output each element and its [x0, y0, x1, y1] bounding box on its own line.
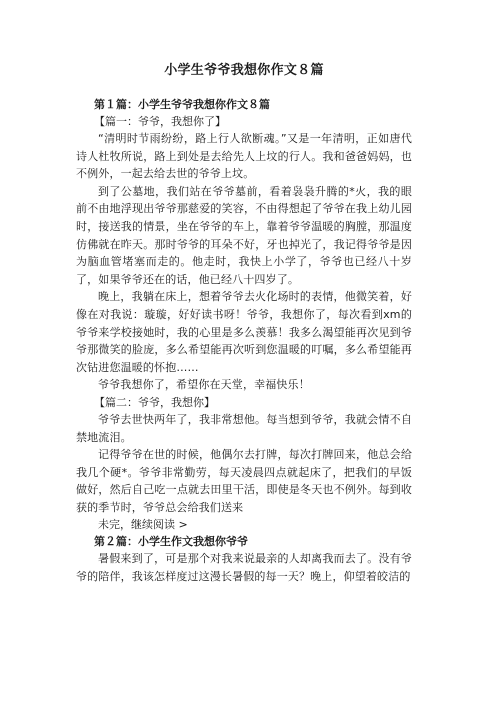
document-title: 小学生爷爷我想你作文８篇: [164, 63, 324, 78]
paragraph: 晚上，我躺在床上，想着爷爷去火化场时的表情，他微笑着，好像在对我说：璇璇，好好读书呀！爷爷，我想你了，每次看到xm的爷爷来学校接她时，我的心里是多么羡慕！我多么渴望能再次见到爷爷那微笑的脸庞，多么希望能再次听到您温暖的叮嘱，多么希望能再次钻进您温暖的怀抱……: [76, 290, 412, 374]
paragraph: 到了公墓地，我们站在爷爷墓前，看着袅袅升腾的*火，我的眼前不由地浮现出爷爷那慈爱的笑容，不由得想起了爷爷在我上幼儿园时，接送我的情景，坐在爷爷的车上，靠着爷爷温暖的胸膛，那温度仿佛就在昨天。那时爷爷的耳朵不好，牙也掉光了，我记得爷爷是因为脑血管堵塞而走的。他走时，我快上小学了，爷爷也已经八十岁了，如果爷爷还在的话，他已经八十四岁了。: [76, 184, 412, 286]
continue-reading-link[interactable]: 未完，继续阅读 >: [98, 518, 188, 532]
sub-heading: 【篇一：爷爷，我想你了】: [94, 115, 226, 128]
paragraph: 爷爷去世快两年了，我非常想他。每当想到爷爷，我就会情不自禁地流泪。: [76, 412, 412, 444]
section-heading: 第２篇：小学生作文我想你爷爷: [94, 535, 248, 549]
paragraph: 暑假来到了，可是那个对我来说最亲的人却离我而去了。没有爷爷的陪伴，我该怎样度过这漫长暑假的每一天？晚上，仰望着皎洁的: [76, 552, 412, 584]
paragraph: 爷爷我想你了，希望你在天堂，幸福快乐！: [98, 378, 310, 392]
section-1: [76, 96, 412, 394]
paragraph: 记得爷爷在世的时候，他偶尔去打牌，每次打牌回来，他总会给我几个硬*。爷爷非常勤劳，每天凌晨四点就起床了，把我们的早饭做好，然后自己吃一点就去田里干活，即使是冬天也不例外。每到收获的季节时，爷爷总会给我们送来: [76, 448, 412, 514]
section-1-part-2: [76, 394, 412, 534]
sub-heading: 【篇二：爷爷，我想你】: [94, 395, 215, 409]
section-2: [76, 533, 412, 585]
paragraph: “清明时节雨纷纷，路上行人欲断魂。”又是一年清明，正如唐代诗人杜牧所说，路上到处是去给先人上坟的行人。我和爸爸妈妈，也不例外，一起去给去世的爷爷上坟。: [76, 132, 412, 181]
section-heading: 第１篇：小学生爷爷我想你作文８篇: [94, 98, 270, 111]
